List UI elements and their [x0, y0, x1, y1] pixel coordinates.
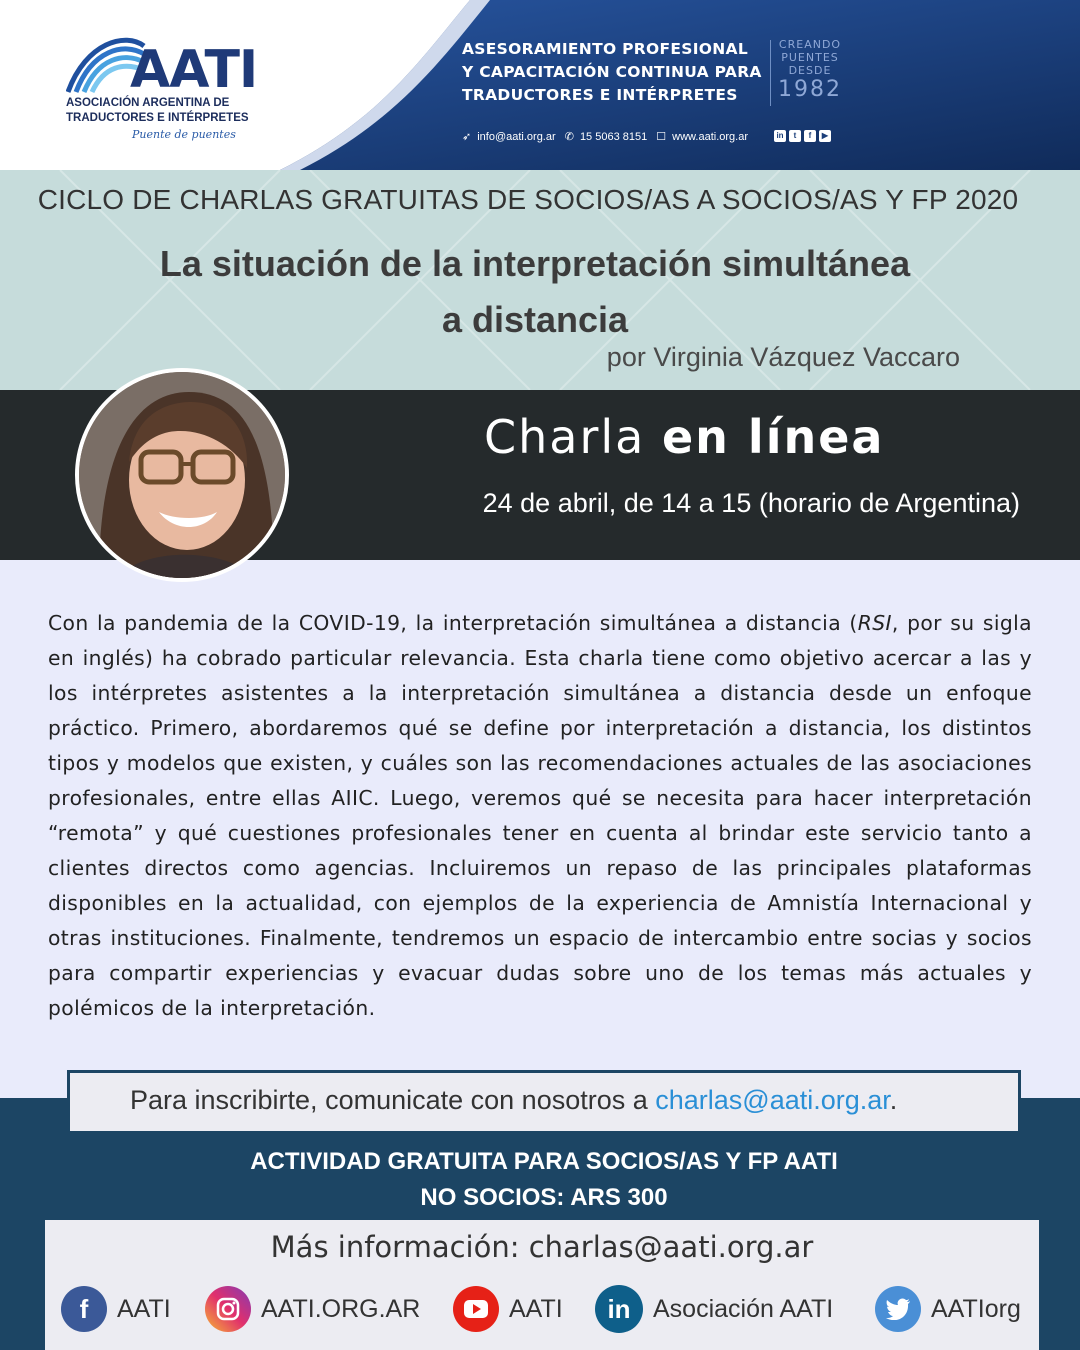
twitter-icon — [875, 1286, 921, 1332]
event-title-line2: a distancia — [441, 299, 629, 340]
event-date: 24 de abril, de 14 a 15 (horario de Argentina) — [482, 488, 1020, 518]
pricing-non-members: NO SOCIOS: ARS 300 — [420, 1184, 668, 1211]
logo-wordmark: AATI — [130, 40, 258, 100]
pricing-info — [0, 1144, 1080, 1216]
pricing-members: ACTIVIDAD GRATUITA PARA SOCIOS/AS Y FP AATI — [250, 1148, 838, 1175]
since-badge — [774, 38, 846, 103]
header-slogan-line3: TRADUCTORES E INTÉRPRETES — [462, 86, 738, 104]
header-banner — [0, 0, 1080, 170]
social-linkedin-label: Asociación AATI — [653, 1294, 834, 1323]
footer-social-links — [61, 1286, 1041, 1336]
contact-web[interactable]: www.aati.org.ar — [672, 131, 748, 143]
more-info-box — [45, 1220, 1039, 1350]
signup-email-link[interactable]: charlas@aati.org.ar — [655, 1085, 890, 1115]
description-part1: Con la pandemia de la COVID-19, la interpretación simultánea a distancia ( — [48, 611, 858, 635]
more-info-text[interactable]: Más información: charlas@aati.org.ar — [270, 1230, 814, 1264]
linkedin-icon[interactable]: in — [774, 130, 786, 142]
logo-org-line1: ASOCIACIÓN ARGENTINA DE — [66, 97, 230, 109]
logo-org-name — [66, 96, 266, 126]
signup-text-prefix: Para inscribirte, comunicate con nosotros a — [130, 1085, 656, 1115]
header-slogan-line2: Y CAPACITACIÓN CONTINUA PARA — [462, 63, 762, 81]
web-icon: ☐ — [656, 131, 667, 143]
twitter-icon[interactable]: t — [789, 130, 801, 142]
since-line2: PUENTES — [781, 51, 839, 64]
social-instagram[interactable] — [205, 1286, 420, 1332]
youtube-icon[interactable]: ▶ — [819, 130, 831, 142]
youtube-icon — [453, 1286, 499, 1332]
signup-text — [130, 1085, 897, 1116]
social-twitter-label: AATIorg — [931, 1294, 1021, 1323]
signup-text-end: . — [889, 1085, 898, 1115]
contact-email[interactable]: info@aati.org.ar — [477, 131, 556, 143]
since-year: 1982 — [778, 77, 842, 102]
event-description — [48, 606, 1032, 1026]
signup-box — [67, 1070, 1021, 1134]
logo-org-line2: TRADUCTORES E INTÉRPRETES — [66, 112, 249, 124]
event-cycle: CICLO DE CHARLAS GRATUITAS DE SOCIOS/AS A SOCIOS/AS Y FP 2020 — [37, 184, 1019, 215]
header-slogan-line1: ASESORAMIENTO PROFESIONAL — [462, 40, 749, 58]
event-mode-prefix: Charla — [484, 410, 646, 464]
linkedin-icon: in — [595, 1285, 643, 1333]
description-part2: , por su sigla en inglés) ha cobrado particular relevancia. Esta charla tiene como objetivo acercar a las y los intérpretes asistentes a la interpretación simultánea a distancia desde un enfoque práctico. Primero, abordaremos qué se define por interpretación a distancia, los distintos tipos y modelos que existen, y cuáles son las recomendaciones actuales de las asociaciones profesionales, entre ellas AIIC. Luego, veremos qué se necesita para hacer interpretación “remota” y qué cuestiones profesionales tener en cuenta al brindar este servicio tanto a clientes directos como agencias. Incluiremos un repaso de las principales plataformas disponibles en la actualidad, con ejemplos de la experiencia de Amnistía Internacional y otras instituciones. Finalmente, tendremos un espacio de intercambio entre socias y socios para compartir experiencias y evacuar dudas sobre uno de los temas más actuales y polémicos de la interpretación. — [48, 611, 1032, 1020]
event-mode — [484, 410, 884, 464]
event-title-line1: La situación de la interpretación simultánea — [159, 243, 911, 284]
contact-phone[interactable]: 15 5063 8151 — [579, 131, 648, 143]
title-band — [0, 170, 1080, 390]
instagram-icon — [205, 1286, 251, 1332]
social-facebook-label: AATI — [117, 1294, 171, 1323]
header-divider — [770, 40, 771, 106]
facebook-icon: f — [61, 1286, 107, 1332]
event-title — [0, 236, 1070, 348]
header-social-icons — [774, 130, 831, 142]
since-line1: CREANDO — [778, 38, 842, 51]
header-slogan — [462, 38, 762, 107]
social-youtube[interactable] — [453, 1286, 563, 1332]
event-speaker: por Virginia Vázquez Vaccaro — [606, 342, 960, 372]
speaker-photo — [75, 368, 289, 582]
description-acronym: RSI — [857, 611, 892, 635]
speaker-portrait — [79, 372, 285, 578]
event-mode-bold: en línea — [661, 410, 885, 464]
social-linkedin[interactable] — [595, 1286, 833, 1332]
facebook-icon[interactable]: f — [804, 130, 816, 142]
social-youtube-label: AATI — [509, 1294, 563, 1323]
social-facebook[interactable] — [61, 1286, 171, 1332]
social-twitter[interactable] — [875, 1286, 1021, 1332]
since-line3: DESDE — [788, 64, 832, 77]
header-contact — [462, 130, 754, 143]
logo-tagline: Puente de puentes — [132, 128, 236, 141]
social-instagram-label: AATI.ORG.AR — [261, 1294, 421, 1323]
phone-icon: ✆ — [564, 131, 574, 143]
send-icon: ➶ — [462, 131, 472, 143]
